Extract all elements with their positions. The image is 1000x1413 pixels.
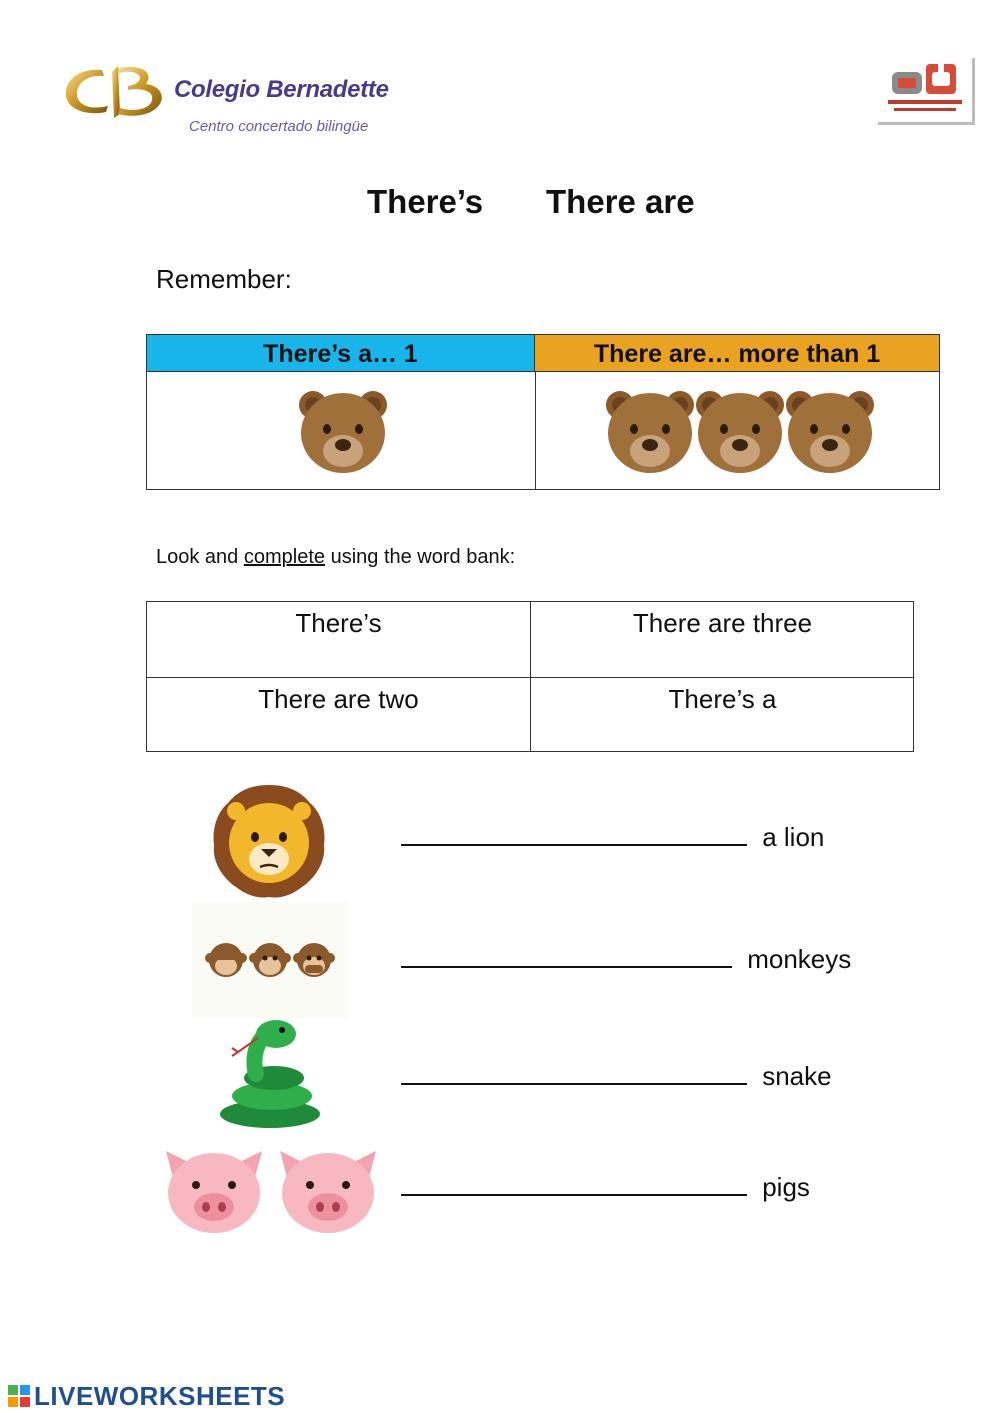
snake-icon <box>216 1018 324 1130</box>
table-divider <box>535 372 536 489</box>
exercise-sentence: monkeys <box>401 942 851 975</box>
answer-blank[interactable] <box>401 1170 747 1196</box>
bear-icon <box>694 387 786 477</box>
monkeys-icon <box>204 940 336 982</box>
there-are-header: There are… more than 1 <box>535 335 939 372</box>
school-subtitle: Centro concertado bilingüe <box>189 118 369 135</box>
monkeys-image <box>192 902 348 1018</box>
liveworksheets-brand: LIVEWORKSHEETS <box>34 1381 286 1411</box>
pigs-icon <box>160 1145 382 1235</box>
exercise-sentence: a lion <box>401 820 824 853</box>
exercise-sentence: pigs <box>401 1170 810 1203</box>
answer-blank[interactable] <box>401 1059 747 1085</box>
word-bank-item: There’s <box>295 608 382 638</box>
remember-label: Remember: <box>156 264 292 294</box>
bear-icon <box>604 387 696 477</box>
school-logo <box>62 58 402 148</box>
word-bank-table <box>146 601 914 752</box>
answer-blank[interactable] <box>401 942 732 968</box>
word-bank-item: There’s a <box>668 684 777 714</box>
bilingual-schools-logo <box>878 58 975 125</box>
liveworksheets-logo-icon <box>8 1385 30 1407</box>
cb-logo-icon <box>62 62 172 122</box>
title-theres: There’s <box>367 183 484 220</box>
instruction-text: Look and complete using the word bank: <box>156 546 516 568</box>
bear-icon <box>784 387 876 477</box>
lion-icon <box>210 783 328 899</box>
word-bank-item: There are three <box>632 608 813 638</box>
bilingual-badge-icon <box>878 58 972 122</box>
answer-blank[interactable] <box>401 820 747 846</box>
school-name: Colegio Bernadette <box>174 76 389 103</box>
remember-table <box>146 334 940 490</box>
exercise-sentence: snake <box>401 1059 832 1092</box>
title-there-are: There are <box>546 183 695 220</box>
word-bank-item: There are two <box>258 684 419 714</box>
theres-a-header: There’s a… 1 <box>147 335 535 372</box>
instruction-underlined: complete <box>243 546 326 568</box>
bear-icon <box>297 387 389 477</box>
